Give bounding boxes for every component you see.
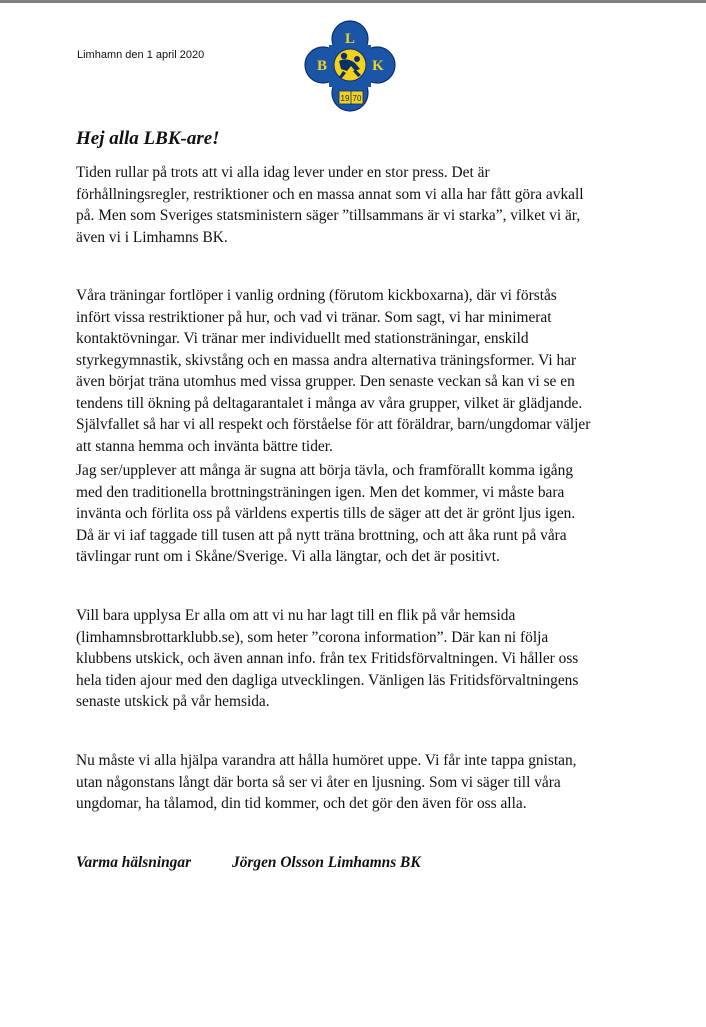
- paragraph-line: Tiden rullar på trots att vi alla idag lever under en stor press. Det är: [76, 164, 490, 181]
- signature: Jörgen Olsson Limhamns BK: [232, 854, 421, 871]
- paragraph-2: [76, 285, 636, 457]
- paragraph-line: infört vissa restriktioner på hur, och vad vi tränar. Som sagt, vi har minimerat: [76, 308, 552, 326]
- paragraph-5: [76, 750, 636, 815]
- paragraph-line: tendens till ökning på deltagarantalet i många av våra grupper, vilket är glädjande.: [76, 394, 583, 412]
- logo-letter-k: K: [372, 58, 384, 74]
- paragraph-line: (limhamnsbrottarklubb.se), som heter ”corona information”. Där kan ni följa: [76, 628, 549, 646]
- paragraph-line: även vi i Limhamns BK.: [76, 228, 228, 246]
- paragraph-line: invänta och förlita oss på världens expertis tills de säger att det är grönt ljus igen.: [76, 505, 576, 522]
- letter-greeting: Hej alla LBK-are!: [76, 128, 220, 149]
- paragraph-line: utan någonstans långt där borta så ser vi åter en ljusning. Som vi säger till våra: [76, 773, 561, 791]
- paragraph-line: förhållningsregler, restriktioner och en massa annat som vi alla har fått göra avkall: [76, 185, 584, 203]
- paragraph-4: [76, 605, 636, 713]
- paragraph-line: att stanna hemma och invänta bättre tider.: [76, 437, 333, 455]
- logo-letter-b: B: [316, 58, 328, 74]
- paragraph-line: senaste utskick på vår hemsida.: [76, 693, 270, 710]
- paragraph-line: ungdomar, ha tålamod, din tid kommer, och det gör den även för oss alla.: [76, 795, 527, 812]
- paragraph-line: Våra träningar fortlöper i vanlig ordning (förutom kickboxarna), där vi förstås: [76, 287, 557, 304]
- logo-year-right: 70: [352, 94, 362, 103]
- date-line: Limhamn den 1 april 2020: [77, 49, 205, 61]
- paragraph-line: Nu måste vi alla hjälpa varandra att hålla humöret uppe. Vi får inte tappa gnistan,: [76, 752, 577, 769]
- page-top-border: [0, 0, 706, 3]
- paragraph-line: styrkegymnastik, skivstång och en massa andra alternativa träningsformer. Vi har: [76, 351, 577, 369]
- paragraph-3: [76, 460, 636, 568]
- logo-letter-l: L: [344, 31, 356, 47]
- paragraph-line: även börjat träna utomhus med vissa grupper. Den senaste veckan så kan vi se en: [76, 373, 575, 390]
- paragraph-line: klubbens utskick, och även annan info. från tex Fritidsförvaltningen. Vi håller oss: [76, 650, 579, 667]
- paragraph-line: Vill bara upplysa Er alla om att vi nu har lagt till en flik på vår hemsida: [76, 607, 516, 624]
- paragraph-line: kontaktövningar. Vi tränar mer individuellt med stationsträningar, enskild: [76, 330, 529, 347]
- closing-greeting: Varma hälsningar: [76, 854, 192, 871]
- paragraph-line: hela tiden ajour med den dagliga utvecklingen. Vänligen läs Fritidsförvaltningens: [76, 671, 579, 689]
- paragraph-1: [76, 162, 636, 248]
- logo-year-left: 19: [340, 94, 350, 103]
- paragraph-line: med den traditionella brottningsträningen igen. Men det kommer, vi måste bara: [76, 483, 565, 501]
- paragraph-line: på. Men som Sveriges statsministern säger ”tillsammans är vi starka”, vilket vi är,: [76, 207, 581, 224]
- lbk-club-logo-icon: [303, 19, 397, 114]
- paragraph-line: Då är vi iaf taggade till tusen att på nytt träna brottning, och att åka runt på våra: [76, 526, 567, 544]
- paragraph-line: Självfallet så har vi all respekt och förståelse för att föräldrar, barn/ungdomar väljer: [76, 416, 591, 433]
- paragraph-line: tävlingar runt om i Skåne/Sverige. Vi alla längtar, och det är positivt.: [76, 548, 500, 565]
- paragraph-line: Jag ser/upplever att många är sugna att börja tävla, och framförallt komma igång: [76, 462, 574, 479]
